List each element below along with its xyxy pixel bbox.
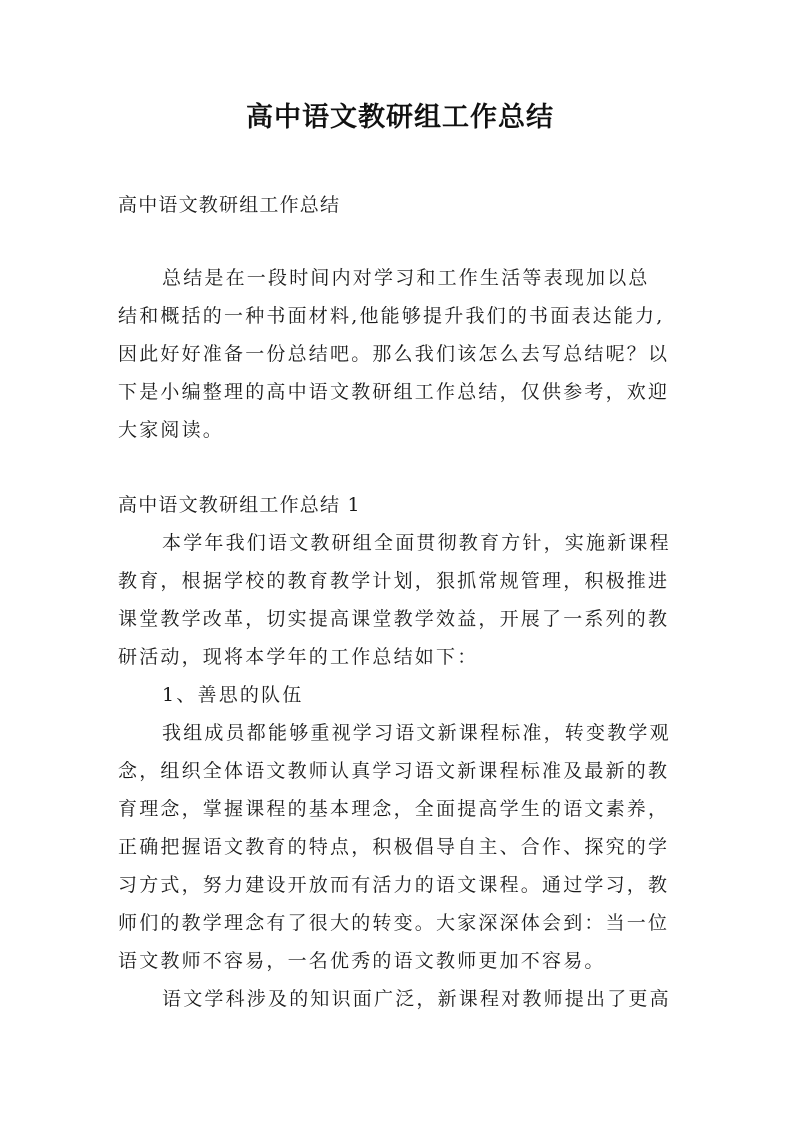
- item-line-5: 习方式，努力建设开放而有活力的语文课程。通过学习，教: [118, 874, 670, 896]
- item-line-6: 师们的教学理念有了很大的转变。大家深深体会到：当一位: [118, 912, 670, 934]
- item-line-7: 语文教师不容易，一名优秀的语文教师更加不容易。: [118, 950, 606, 972]
- section-line-1: 本学年我们语文教研组全面贯彻教育方针，实施新课程: [162, 532, 671, 554]
- intro-line-2: 结和概括的一种书面材料,他能够提升我们的书面表达能力,: [118, 305, 665, 327]
- section-line-2: 教育，根据学校的教育教学计划，狠抓常规管理，积极推进: [118, 570, 670, 592]
- item-line-2: 念，组织全体语文教师认真学习语文新课程标准及最新的教: [118, 760, 670, 782]
- section-heading: 高中语文教研组工作总结 1: [118, 494, 361, 516]
- section-line-4: 研活动，现将本学年的工作总结如下：: [118, 646, 479, 668]
- intro-line-4: 下是小编整理的高中语文教研组工作总结，仅供参考，欢迎: [118, 381, 670, 403]
- intro-line-1: 总结是在一段时间内对学习和工作生活等表现加以总: [162, 267, 650, 289]
- intro-line-3: 因此好好准备一份总结吧。那么我们该怎么去写总结呢？以: [118, 343, 670, 365]
- intro-line-5: 大家阅读。: [118, 419, 225, 441]
- paragraph-line-last: 语文学科涉及的知识面广泛，新课程对教师提出了更高: [162, 988, 671, 1010]
- item-line-4: 正确把握语文教育的特点，积极倡导自主、合作、探究的学: [118, 836, 670, 858]
- document-title: 高中语文教研组工作总结: [246, 102, 554, 133]
- item-line-1: 我组成员都能够重视学习语文新课程标准，转变教学观: [162, 722, 671, 744]
- document-subtitle: 高中语文教研组工作总结: [118, 194, 341, 216]
- item-line-3: 育理念，掌握课程的基本理念，全面提高学生的语文素养，: [118, 798, 670, 820]
- item-heading: 1、善思的队伍: [162, 684, 304, 706]
- section-line-3: 课堂教学改革，切实提高课堂教学效益，开展了一系列的教: [118, 608, 670, 630]
